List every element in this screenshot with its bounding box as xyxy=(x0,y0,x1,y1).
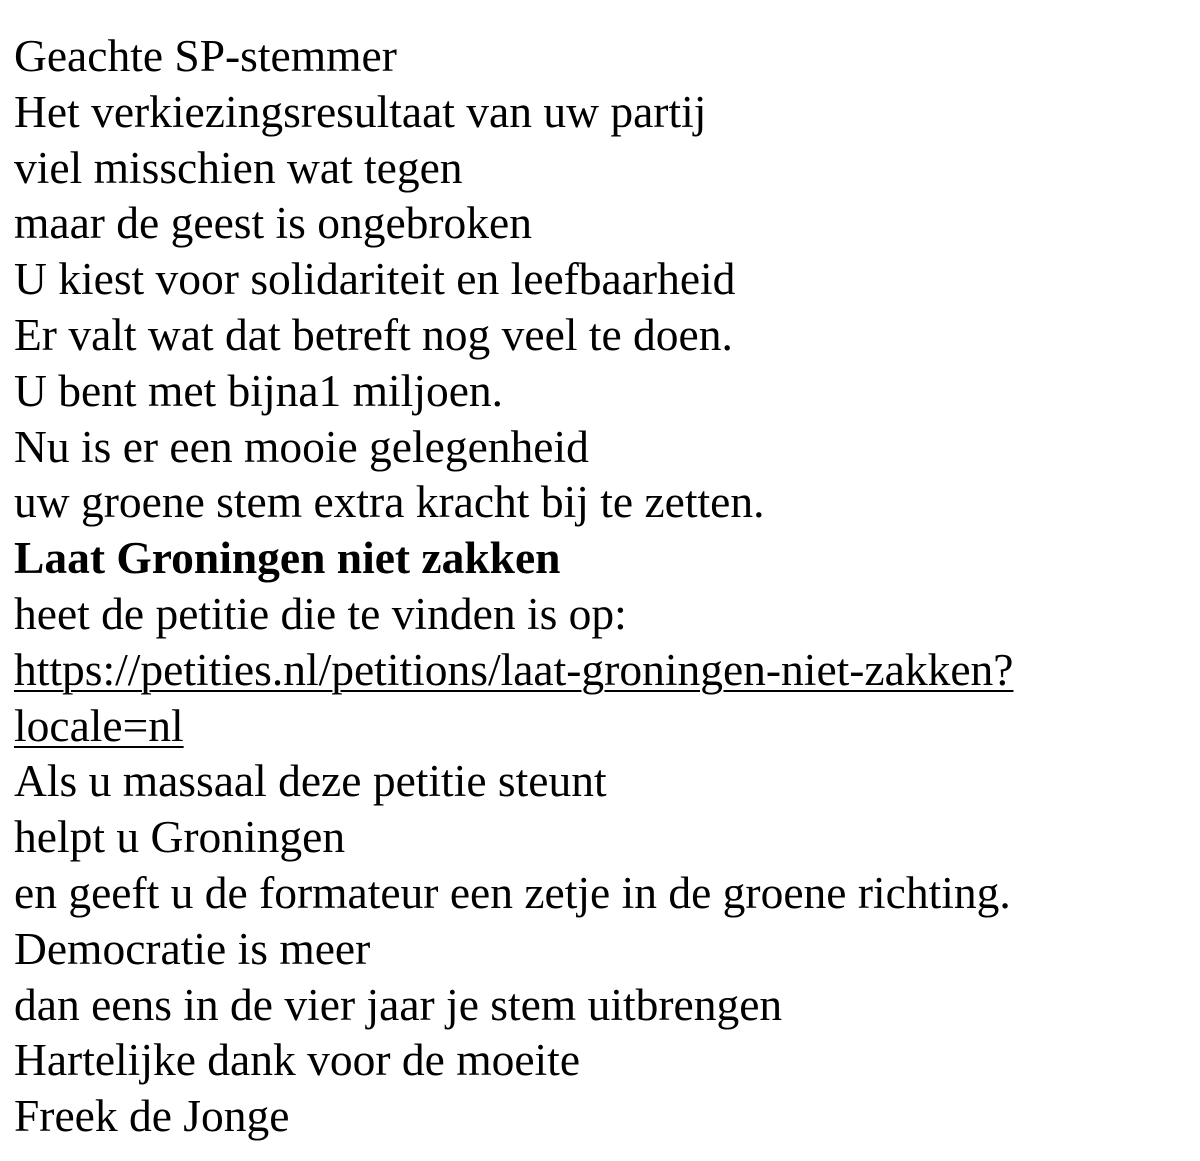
letter-line: U bent met bijna1 miljoen. xyxy=(14,364,504,416)
petition-intro: heet de petitie die te vinden is op: xyxy=(14,587,627,639)
letter-line: Er valt wat dat betreft nog veel te doen. xyxy=(14,308,733,360)
letter-line: en geeft u de formateur een zetje in de groene richting. xyxy=(14,866,1011,918)
letter-line: helpt u Groningen xyxy=(14,811,346,863)
letter-line: maar de geest is ongebroken xyxy=(14,197,533,249)
letter-line: U kiest voor solidariteit en leefbaarheid xyxy=(14,253,736,305)
petition-link-continuation[interactable]: locale=nl xyxy=(14,699,184,751)
letter-line: dan eens in de vier jaar je stem uitbrengen xyxy=(14,978,783,1030)
letter-line: Democratie is meer xyxy=(14,922,371,974)
petition-link[interactable]: https://petities.nl/petitions/laat-groningen-niet-zakken? xyxy=(14,643,1014,695)
letter-line: uw groene stem extra kracht bij te zetten. xyxy=(14,476,765,528)
letter-body xyxy=(14,28,1190,1144)
letter-line: Het verkiezingsresultaat van uw partij xyxy=(14,85,707,137)
petition-title: Laat Groningen niet zakken xyxy=(14,532,561,584)
petition-link-line xyxy=(14,642,1190,698)
letter-line: Hartelijke dank voor de moeite xyxy=(14,1034,581,1086)
petition-link-line xyxy=(14,698,1190,754)
letter-line: Als u massaal deze petitie steunt xyxy=(14,755,607,807)
salutation: Geachte SP-stemmer xyxy=(14,30,397,81)
letter-line: viel misschien wat tegen xyxy=(14,141,463,193)
signature: Freek de Jonge xyxy=(14,1090,290,1142)
letter-line: Nu is er een mooie gelegenheid xyxy=(14,420,589,472)
